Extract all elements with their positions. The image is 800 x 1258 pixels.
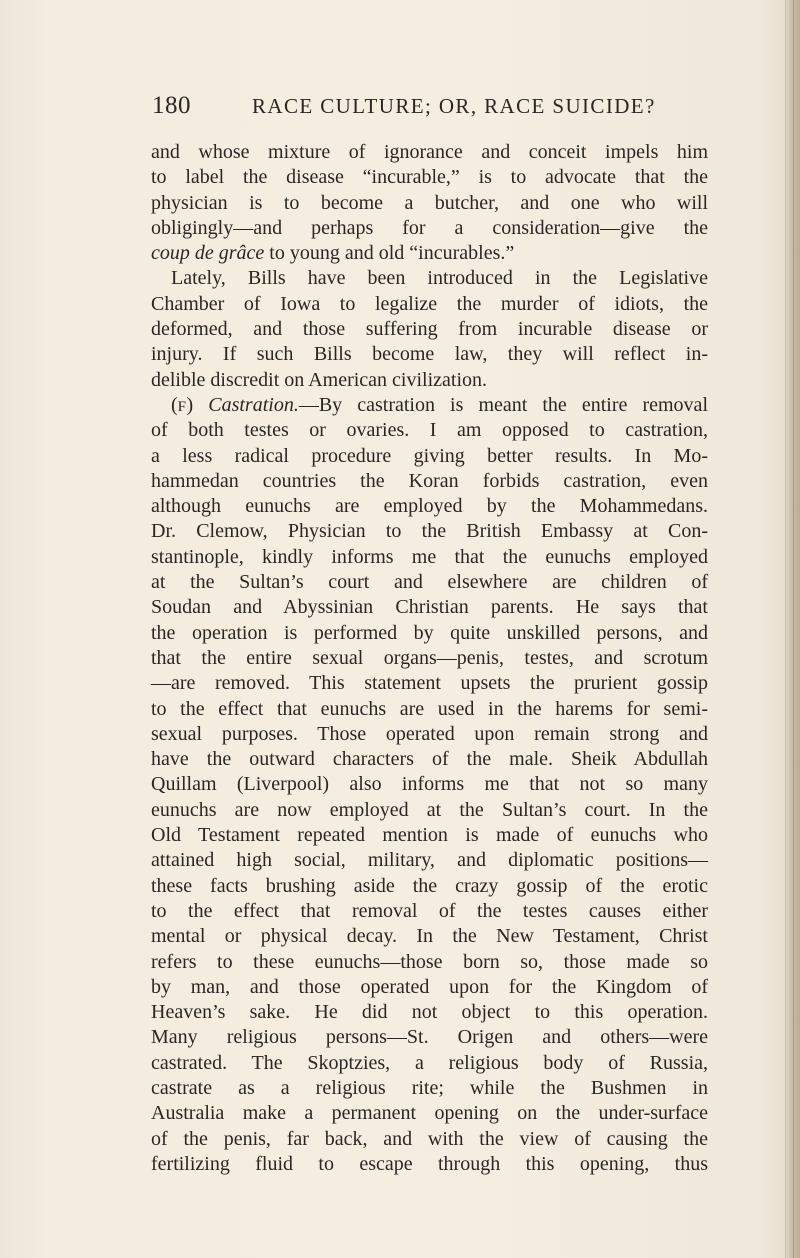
running-head: RACE CULTURE; OR, RACE SUICIDE? bbox=[252, 94, 656, 118]
text-line: refers to these eunuchs—those born so, those made so bbox=[151, 950, 708, 973]
text-line: hammedan countries the Koran forbids castration, even bbox=[151, 469, 708, 492]
text-line: the operation is performed by quite unskilled persons, and bbox=[151, 621, 708, 644]
text-line: deformed, and those suffering from incurable disease or bbox=[151, 318, 708, 341]
text-line: to the effect that eunuchs are used in the harems for semi- bbox=[151, 697, 708, 720]
text-line: Soudan and Abyssinian Christian parents. He says that bbox=[151, 596, 708, 619]
section-paren-open: ( bbox=[171, 393, 178, 416]
text-line: castrate as a religious rite; while the Bushmen in bbox=[151, 1076, 708, 1099]
text-line: stantinople, kindly informs me that the eunuchs employed bbox=[151, 545, 708, 568]
section-heading-line bbox=[151, 393, 708, 418]
text-line: to label the disease “incurable,” is to advocate that the bbox=[151, 166, 708, 189]
text-line: mental or physical decay. In the New Testament, Christ bbox=[151, 925, 708, 948]
paragraph-start-line: Lately, Bills have been introduced in the Legislative bbox=[171, 267, 708, 290]
text-line: Dr. Clemow, Physician to the British Embassy at Con- bbox=[151, 520, 708, 543]
text-line: that the entire sexual organs—penis, testes, and scrotum bbox=[151, 646, 708, 669]
page-number: 180 bbox=[152, 92, 191, 119]
text-line: Old Testament repeated mention is made of eunuchs who bbox=[151, 824, 708, 847]
text-line: sexual purposes. Those operated upon remain strong and bbox=[151, 722, 708, 745]
text-line: obligingly—and perhaps for a consideration—give the bbox=[151, 216, 708, 239]
text-line: attained high social, military, and diplomatic positions— bbox=[151, 849, 708, 872]
text-line: these facts brushing aside the crazy gossip of the erotic bbox=[151, 874, 708, 897]
text-line: physician is to become a butcher, and one who will bbox=[151, 191, 708, 214]
text-line: injury. If such Bills become law, they will reflect in- bbox=[151, 343, 708, 366]
page-header bbox=[152, 92, 712, 124]
text-line: delible discredit on American civilization. bbox=[151, 368, 488, 391]
text-line: —are removed. This statement upsets the prurient gossip bbox=[151, 672, 708, 695]
text-run: to young and old “incurables.” bbox=[264, 242, 515, 265]
text-line: a less radical procedure giving better results. In Mo- bbox=[151, 444, 708, 467]
text-line: of both testes or ovaries. I am opposed to castration, bbox=[151, 419, 708, 442]
binding-line bbox=[793, 0, 794, 1258]
text-line: at the Sultan’s court and elsewhere are children of bbox=[151, 571, 708, 594]
text-line bbox=[151, 241, 708, 266]
text-line: Heaven’s sake. He did not object to this operation. bbox=[151, 1001, 708, 1024]
text-run: —By castration is meant the entire removal bbox=[298, 393, 708, 416]
text-line: fertilizing fluid to escape through this opening, thus bbox=[151, 1152, 708, 1175]
text-line: although eunuchs are employed by the Mohammedans. bbox=[151, 495, 708, 518]
text-line: Quillam (Liverpool) also informs me that not so many bbox=[151, 773, 708, 796]
italic-phrase: coup de grâce bbox=[151, 242, 265, 265]
text-line: and whose mixture of ignorance and conceit impels him bbox=[151, 141, 708, 163]
text-line: of the penis, far back, and with the view of causing the bbox=[151, 1127, 708, 1150]
body-text bbox=[151, 140, 708, 1177]
section-letter: F bbox=[177, 398, 187, 415]
text-line: eunuchs are now employed at the Sultan’s court. In the bbox=[151, 798, 708, 821]
text-line: Chamber of Iowa to legalize the murder of idiots, the bbox=[151, 292, 708, 315]
text-line: Australia make a permanent opening on the under-surface bbox=[151, 1102, 708, 1125]
text-line: to the effect that removal of the testes causes either bbox=[151, 899, 708, 922]
text-line: by man, and those operated upon for the Kingdom of bbox=[151, 975, 708, 998]
section-paren-close: ) bbox=[186, 393, 209, 416]
text-line: castrated. The Skoptzies, a religious body of Russia, bbox=[151, 1051, 708, 1074]
text-line: Many religious persons—St. Origen and others—were bbox=[151, 1026, 708, 1049]
section-title: Castration. bbox=[208, 393, 299, 416]
text-line: have the outward characters of the male. Sheik Abdullah bbox=[151, 748, 708, 771]
